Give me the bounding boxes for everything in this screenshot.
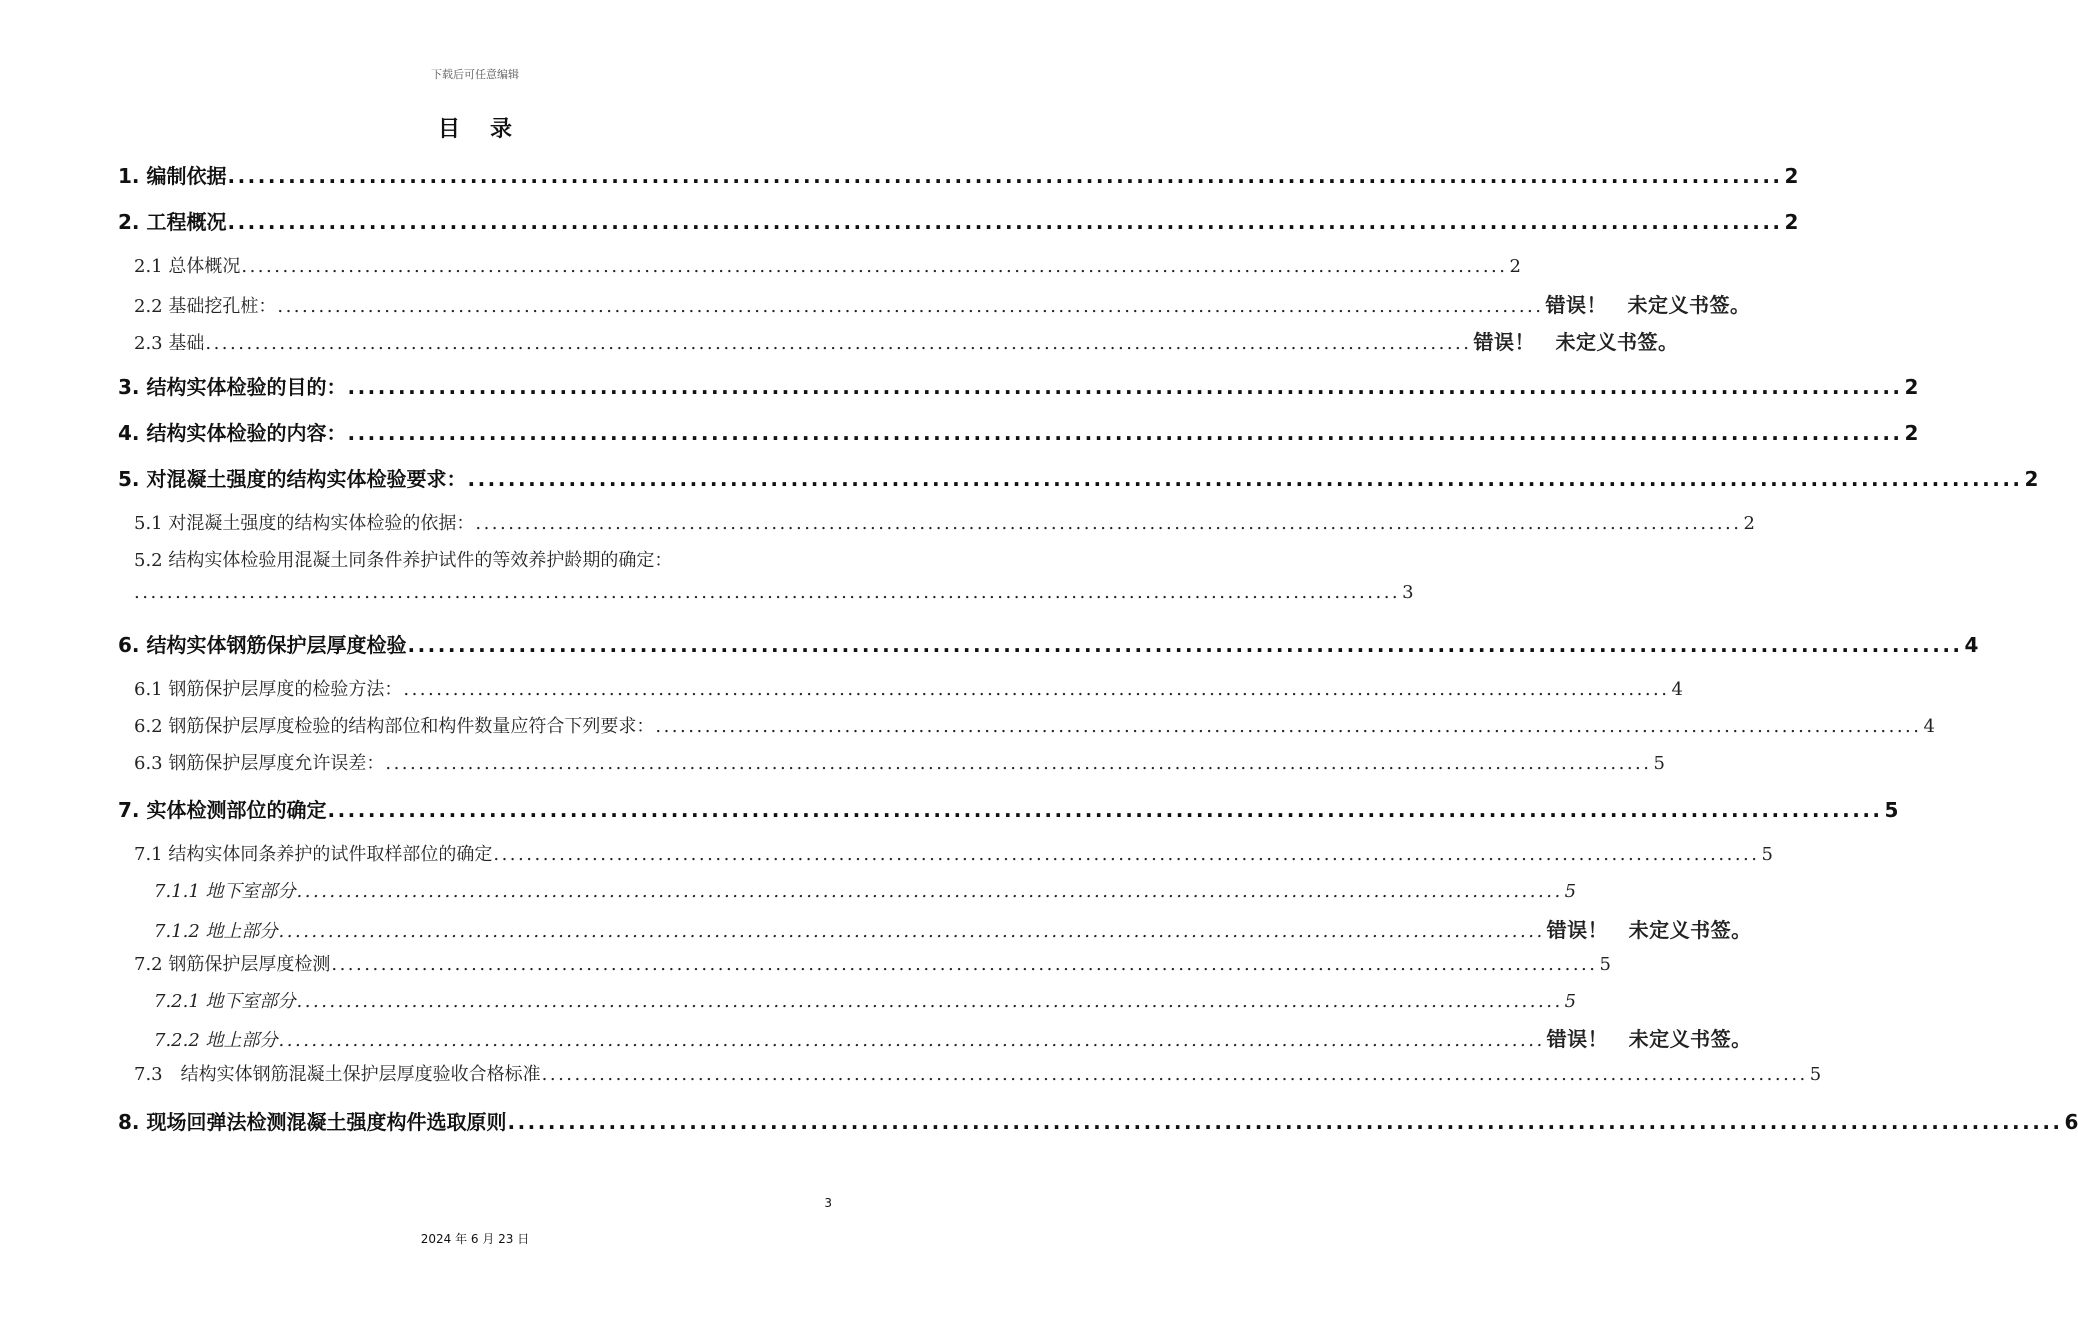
toc-entry[interactable] [118, 629, 1979, 658]
toc-entry-label: 4. 结构实体检验的内容： [118, 421, 347, 445]
toc-leader-dots: .......................................................................................................................................................... [507, 1110, 2063, 1134]
toc-entry[interactable] [134, 252, 1521, 278]
toc-leader-dots: .......................................................................................................................................................... [327, 798, 1883, 822]
toc-entry[interactable] [134, 1060, 1822, 1086]
toc-entry[interactable] [118, 794, 1899, 823]
toc-leader-dots: .......................................................................................................................................................... [385, 753, 1652, 774]
toc-entry[interactable] [134, 950, 1611, 976]
toc-leader-dots: .......................................................................................................................................................... [278, 1030, 1545, 1051]
toc-entry-label: 5. 对混凝土强度的结构实体检验要求： [118, 467, 467, 491]
toc-entry[interactable] [134, 546, 832, 572]
toc-entry-page: 4 [1671, 679, 1683, 700]
toc-bookmark-error: 错误！ 未定义书签。 [1546, 918, 1752, 942]
toc-entry-label: 7.2.1 地下室部分 [154, 991, 296, 1012]
toc-entry-page: 2 [1904, 375, 1919, 399]
toc-entry-page: 4 [1923, 716, 1935, 737]
page-footer-date: 2024 年 6 月 23 日 [420, 1232, 530, 1246]
toc-entry[interactable] [154, 877, 1577, 903]
toc-entry-label: 7.1 结构实体同条养护的试件取样部位的确定 [134, 844, 493, 865]
toc-entry-page: 2 [1743, 513, 1755, 534]
toc-entry-label: 7.3 结构实体钢筋混凝土保护层厚度验收合格标准 [134, 1064, 541, 1085]
toc-entry-label: 7.2.2 地上部分 [154, 1030, 278, 1051]
toc-bookmark-error: 错误！ 未定义书签。 [1545, 293, 1751, 317]
page-header: 下载后可任意编辑 [431, 68, 519, 81]
toc-leader-dots: .......................................................................................................................................................... [296, 991, 1563, 1012]
toc-entry-page: 5 [1564, 991, 1577, 1012]
toc-entry[interactable] [118, 160, 1799, 189]
toc-entry-page: 5 [1599, 954, 1611, 975]
toc-leader-dots: .......................................................................................................................................................... [331, 954, 1598, 975]
toc-entry-page: 2 [2024, 467, 2039, 491]
toc-entry-label: 7.1.2 地上部分 [154, 921, 278, 942]
toc-entry[interactable] [134, 509, 1755, 535]
toc-entry[interactable] [134, 326, 1679, 355]
toc-entry-label: 2.2 基础挖孔桩： [134, 296, 277, 317]
toc-entry[interactable] [154, 987, 1577, 1013]
toc-entry[interactable] [118, 371, 1919, 400]
toc-leader-dots: .......................................................................................................................................................... [277, 296, 1544, 317]
toc-entry[interactable] [118, 1106, 2078, 1135]
toc-entry-label: 6. 结构实体钢筋保护层厚度检验 [118, 633, 407, 657]
toc-leader-dots: .......................................................................................................................................................... [205, 333, 1472, 354]
toc-entry[interactable] [118, 206, 1799, 235]
toc-entry-label: 6.2 钢筋保护层厚度检验的结构部位和构件数量应符合下列要求： [134, 716, 655, 737]
toc-entry[interactable] [134, 712, 1935, 738]
toc-entry[interactable] [154, 1023, 1752, 1052]
toc-entry[interactable] [134, 289, 1751, 318]
toc-entry-label: 5.2 结构实体检验用混凝土同条件养护试件的等效养护龄期的确定： [134, 550, 673, 571]
toc-entry-page: 5 [1564, 881, 1577, 902]
toc-entry-label: 7. 实体检测部位的确定 [118, 798, 327, 822]
toc-entry-label: 5.1 对混凝土强度的结构实体检验的依据： [134, 513, 475, 534]
toc-entry-label: 2. 工程概况 [118, 210, 227, 234]
toc-entry-label: 2.3 基础 [134, 333, 205, 354]
toc-entry-page: 3 [1402, 582, 1414, 603]
toc-entry-label: 2.1 总体概况 [134, 256, 241, 277]
toc-leader-dots: .......................................................................................................................................................... [403, 679, 1670, 700]
toc-leader-dots: .......................................................................................................................................................... [347, 375, 1903, 399]
toc-entry[interactable] [134, 749, 1665, 775]
toc-bookmark-error: 错误！ 未定义书签。 [1473, 330, 1679, 354]
toc-entry-label: 6.1 钢筋保护层厚度的检验方法： [134, 679, 403, 700]
toc-entry-page: 2 [1509, 256, 1521, 277]
toc-entry-page: 2 [1784, 164, 1799, 188]
toc-entry-page: 5 [1884, 798, 1899, 822]
toc-entry[interactable] [118, 417, 1919, 446]
toc-entry-label: 3. 结构实体检验的目的： [118, 375, 347, 399]
toc-leader-dots: .......................................................................................................................................................... [541, 1064, 1808, 1085]
toc-bookmark-error: 错误！ 未定义书签。 [1546, 1027, 1752, 1051]
toc-entry-page: 6 [2064, 1110, 2078, 1134]
toc-leader-dots: .......................................................................................................................................................... [227, 210, 1783, 234]
toc-entry[interactable] [118, 463, 2039, 492]
toc-leader-dots: .......................................................................................................................................................... [241, 256, 1508, 277]
toc-entry-page: 5 [1809, 1064, 1822, 1085]
toc-leader-dots: .......................................................................................................................................................... [347, 421, 1903, 445]
toc-leader-dots: .......................................................................................................................................................... [227, 164, 1783, 188]
toc-entry[interactable] [154, 914, 1752, 943]
toc-leader-dots: .......................................................................................................................................................... [278, 921, 1545, 942]
toc-entry-label: 6.3 钢筋保护层厚度允许误差： [134, 753, 385, 774]
toc-leader-dots: .......................................................................................................................................................... [475, 513, 1742, 534]
toc-leader-dots: .......................................................................................................................................................... [655, 716, 1922, 737]
toc-entry[interactable] [134, 675, 1683, 701]
toc-entry-label: 7.1.1 地下室部分 [154, 881, 296, 902]
toc-entry-continuation[interactable] [134, 582, 1414, 603]
toc-entry-label: 1. 编制依据 [118, 164, 227, 188]
toc-leader-dots: .......................................................................................................................................................... [493, 844, 1760, 865]
toc-entry-page: 2 [1784, 210, 1799, 234]
toc-leader-dots: .......................................................................................................................................................... [407, 633, 1963, 657]
toc-leader-dots: .......................................................................................................................................................... [296, 881, 1563, 902]
toc-entry-label: 7.2 钢筋保护层厚度检测 [134, 954, 331, 975]
toc-entry-page: 5 [1761, 844, 1773, 865]
toc-entry-page: 2 [1904, 421, 1919, 445]
toc-entry-label: 8. 现场回弹法检测混凝土强度构件选取原则 [118, 1110, 507, 1134]
toc-title: 目录 [437, 117, 542, 142]
toc-entry[interactable] [134, 840, 1773, 866]
toc-leader-dots: .......................................................................................................................................................... [467, 467, 2023, 491]
toc-entry-page: 4 [1964, 633, 1979, 657]
toc-leader-dots: .......................................................................................................................................................... [134, 582, 1401, 603]
page-number: 3 [824, 1196, 832, 1210]
toc-entry-page: 5 [1653, 753, 1665, 774]
